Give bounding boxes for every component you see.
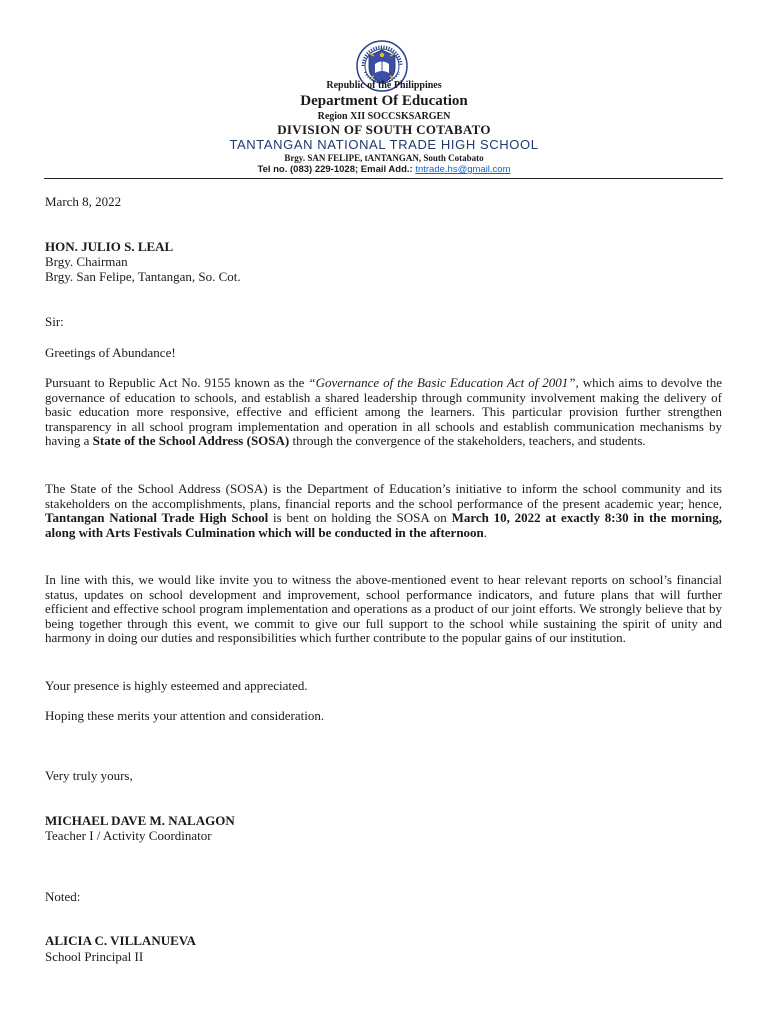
region-line: Region XII SOCCSKSARGEN <box>317 111 451 122</box>
school-address: Brgy. SAN FELIPE, tANTANGAN, South Cotabato <box>284 153 484 163</box>
department-name: Department Of Education <box>300 93 468 109</box>
noted-by-name: ALICIA C. VILLANUEVA <box>45 933 196 948</box>
recipient-title: Brgy. Chairman <box>45 254 128 269</box>
email-link[interactable]: tntrade.hs@gmail.com <box>415 164 511 175</box>
noted-label: Noted: <box>45 889 81 904</box>
school-name: TANTANGAN NATIONAL TRADE HIGH SCHOOL <box>229 137 539 152</box>
recipient-name: HON. JULIO S. LEAL <box>45 239 174 254</box>
paragraph-1: Pursuant to Republic Act No. 9155 known as the “Governance of the Basic Education Act of 2001”, which aims to devolve the governance of education to schools, and establish a shared leadership through community involvement making the delivery of basic education more responsive, effective and efficient among the learners. This particular provision further strengthen transparency in all school program implementation and operation in all schools and establish communication mechanisms by having a State of the School Address (SOSA) through the convergence of the stakeholders, teachers, and students. <box>45 375 723 449</box>
greeting: Greetings of Abundance! <box>45 345 176 360</box>
paragraph-5: Hoping these merits your attention and consideration. <box>45 708 325 723</box>
contact-line <box>0 164 768 175</box>
paragraph-4: Your presence is highly esteemed and appreciated. <box>45 678 308 693</box>
paragraph-2: The State of the School Address (SOSA) is the Department of Education’s initiative to inform the school community and its stakeholders on the accomplishments, plans, financial reports and the school performance of the present academic year; hence, Tantangan National Trade High School is bent on holding the SOSA on March 10, 2022 at exactly 8:30 in the morning, along with Arts Festivals Culmination which will be conducted in the afternoon. <box>45 481 722 540</box>
letter-date: March 8, 2022 <box>45 194 122 209</box>
signatory-title: Teacher I / Activity Coordinator <box>45 828 212 843</box>
recipient-address: Brgy. San Felipe, Tantangan, So. Cot. <box>45 269 241 284</box>
noted-by-title: School Principal II <box>45 949 144 964</box>
contact-prefix: Tel no. (083) 229-1028; Email Add.: <box>257 164 416 175</box>
header-divider <box>44 178 723 179</box>
paragraph-3: In line with this, we would like invite you to witness the above-mentioned event to hear relevant reports on school’s financial status, updates on school development and improvement, school performance indicators, and future plans that will further efficient and effective school program implementation and operations as a product of our joint efforts. We strongly believe that by being together through this event, we commit to give our full support to the school while sustaining the spirit of unity and harmony in doing our duties and responsibilities which further contribute to the popular gains of our institution. <box>45 572 722 646</box>
salutation: Sir: <box>45 314 64 329</box>
division-line: DIVISION OF SOUTH COTABATO <box>277 122 491 137</box>
signatory-name: MICHAEL DAVE M. NALAGON <box>45 813 235 828</box>
closing: Very truly yours, <box>45 768 133 783</box>
republic-line: Republic of the Philippines <box>326 80 442 91</box>
